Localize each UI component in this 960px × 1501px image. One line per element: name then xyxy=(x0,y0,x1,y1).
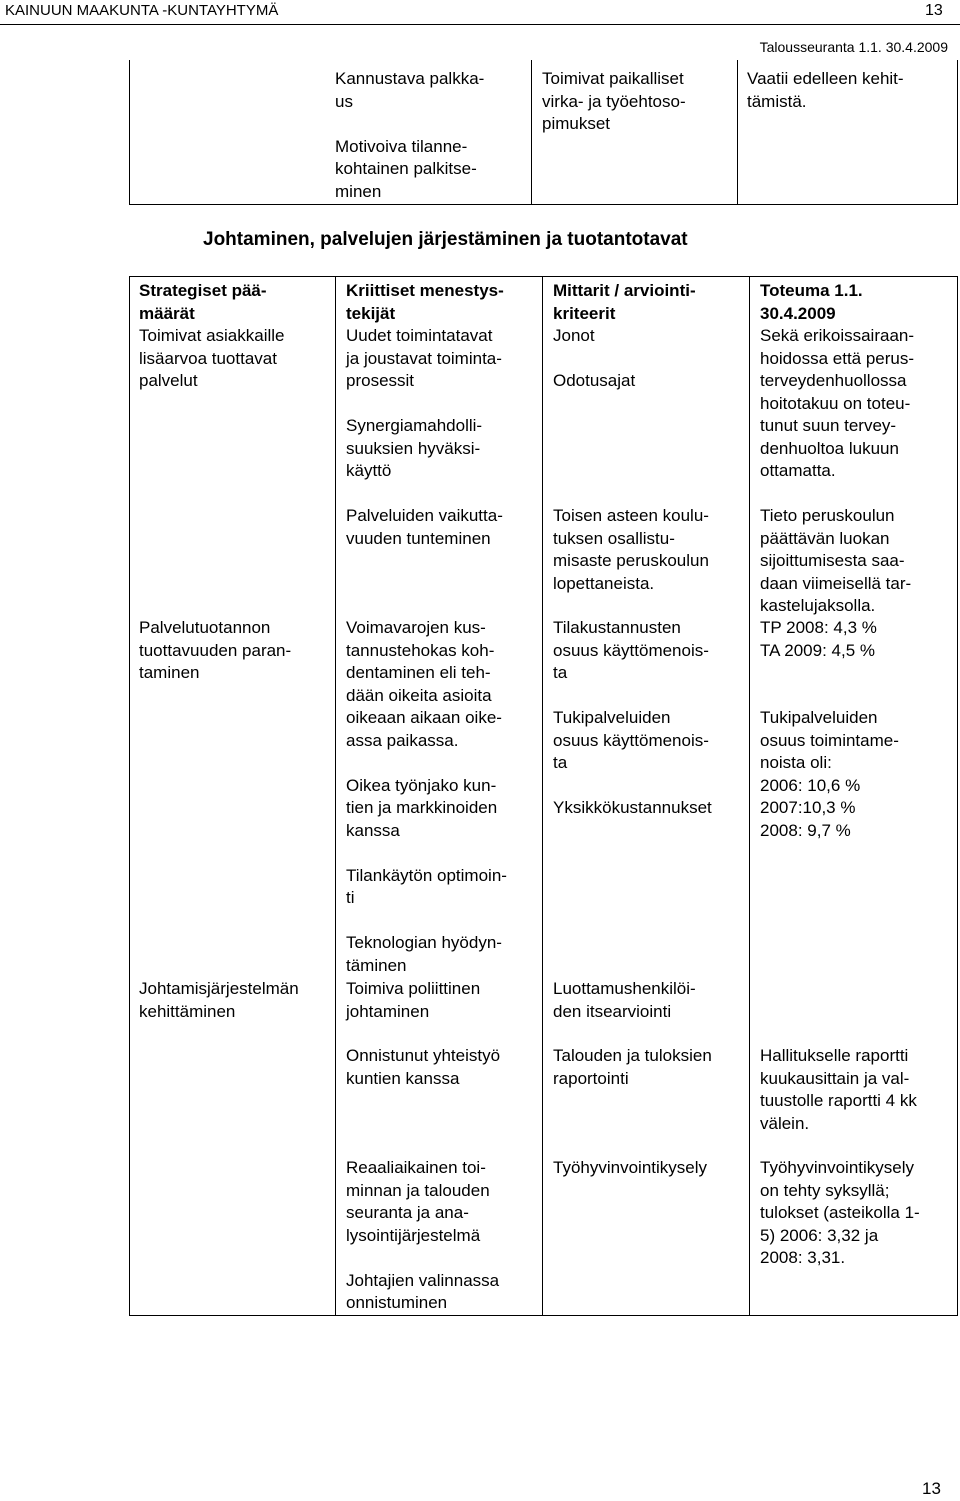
cell-line: Toteuma 1.1. xyxy=(760,281,863,300)
cell-line: kriteerit xyxy=(553,303,616,323)
main-table-border-right xyxy=(957,276,958,1315)
cell-line: Luottamushenkilöi- xyxy=(553,979,696,998)
top-table-border-c1 xyxy=(531,60,532,204)
cell-line: Vaatii edelleen kehit- xyxy=(747,69,904,88)
cell-line: osuus käyttömenois- xyxy=(553,730,709,750)
cell-line: Synergiamahdolli- xyxy=(346,416,483,435)
cell-line: Sekä erikoissairaan- xyxy=(760,326,915,345)
header-divider xyxy=(0,24,960,25)
cell-line: Tieto peruskoulun xyxy=(760,506,895,525)
cell-line: Kannustava palkka- xyxy=(335,69,485,88)
cell-line: kanssa xyxy=(346,820,400,840)
cell-line: 2008: 3,31. xyxy=(760,1248,846,1267)
cell-line xyxy=(553,685,712,708)
cell-line: Reaaliaikainen toi- xyxy=(346,1158,486,1177)
cell-line: dään oikeita asioita xyxy=(346,685,492,705)
cell-line: ta xyxy=(553,753,568,772)
cell-line: Palvelutuotannon xyxy=(139,618,271,637)
cell-line: lysointijärjestelmä xyxy=(346,1225,481,1245)
row5-success-factors xyxy=(346,1045,500,1090)
row3-success-factors xyxy=(346,617,507,977)
section-title: Johtaminen, palvelujen järjestäminen ja tuotantotavat xyxy=(203,229,688,250)
row1-metrics xyxy=(553,325,635,393)
cell-line: oikeaan aikaan oike- xyxy=(346,708,502,727)
cell-line: Tukipalveluiden xyxy=(553,708,671,727)
cell-line: tekijät xyxy=(346,303,396,323)
cell-line: Onnistunut yhteistyö xyxy=(346,1046,501,1065)
row4-success-factors xyxy=(346,978,480,1023)
cell-line: tien ja markkinoiden xyxy=(346,798,498,817)
row5-actual xyxy=(760,1045,917,1135)
cell-line: Oikea työnjako kun- xyxy=(346,775,497,795)
cell-line: osuus toimintame- xyxy=(760,730,899,750)
table-header-actual xyxy=(760,280,863,325)
cell-line xyxy=(553,775,712,798)
header-organization: KAINUUN MAAKUNTA -KUNTAYHTYMÄ xyxy=(5,2,279,19)
row3-actual xyxy=(760,617,899,842)
cell-line: Tilakustannusten xyxy=(553,618,681,637)
cell-line: Tukipalveluiden xyxy=(760,708,878,727)
main-table-border-c2 xyxy=(542,276,543,1315)
cell-line: lopettaneista. xyxy=(553,573,655,593)
cell-line: daan viimeisellä tar- xyxy=(760,573,912,593)
top-table-border-c2 xyxy=(737,60,738,204)
cell-line: tannustehokas koh- xyxy=(346,640,495,660)
row6-actual xyxy=(760,1157,920,1270)
cell-line: 30.4.2009 xyxy=(760,303,836,323)
cell-line: onnistuminen xyxy=(346,1293,448,1312)
cell-line: virka- ja työehtoso- xyxy=(542,91,686,111)
cell-line: Toisen asteen koulu- xyxy=(553,506,709,525)
cell-line: den itsearviointi xyxy=(553,1001,672,1021)
cell-line: hoidossa että perus- xyxy=(760,348,915,368)
table-header-goals xyxy=(139,280,267,325)
cell-line xyxy=(760,662,899,685)
table-header-metrics xyxy=(553,280,696,325)
cell-line: Hallitukselle raportti xyxy=(760,1046,909,1065)
cell-line: 2008: 9,7 % xyxy=(760,820,851,840)
cell-line: suuksien hyväksi- xyxy=(346,438,481,458)
cell-line xyxy=(346,393,502,416)
footer-page-number: 13 xyxy=(922,1479,941,1498)
cell-line: Toimivat paikalliset xyxy=(542,69,684,88)
cell-line: välein. xyxy=(760,1113,810,1133)
cell-line: vuuden tunteminen xyxy=(346,528,491,548)
cell-line: Jonot xyxy=(553,326,595,345)
cell-line: osuus käyttömenois- xyxy=(553,640,709,660)
row1-success-factors xyxy=(346,325,502,483)
cell-line: Motivoiva tilanne- xyxy=(335,136,468,156)
cell-line: Odotusajat xyxy=(553,371,636,390)
cell-line: Talouden ja tuloksien xyxy=(553,1046,712,1065)
row4-metrics xyxy=(553,978,696,1023)
main-table-border-left xyxy=(129,276,130,1315)
cell-line: tuottavuuden paran- xyxy=(139,640,292,660)
cell-line: Tilankäytön optimoin- xyxy=(346,865,507,885)
cell-line xyxy=(553,348,635,371)
cell-line: kastelujaksolla. xyxy=(760,596,876,615)
cell-line: Strategiset pää- xyxy=(139,281,267,300)
top-table-border-left xyxy=(129,60,130,204)
cell-line: Mittarit / arviointi- xyxy=(553,281,696,300)
row2-metrics xyxy=(553,505,709,595)
cell-line: Uudet toimintatavat xyxy=(346,326,493,345)
cell-line: assa paikassa. xyxy=(346,730,459,750)
cell-line xyxy=(346,1247,499,1270)
top-table-border-right xyxy=(957,60,958,204)
cell-line: misaste peruskoulun xyxy=(553,551,709,570)
cell-line xyxy=(346,910,507,933)
row3-metrics xyxy=(553,617,712,820)
cell-line: käyttö xyxy=(346,461,392,480)
cell-line: määrät xyxy=(139,303,195,323)
cell-line xyxy=(335,113,484,136)
cell-line: raportointi xyxy=(553,1068,629,1088)
cell-line: denhuoltoa lukuun xyxy=(760,438,899,458)
cell-line: on tehty syksyllä; xyxy=(760,1180,890,1200)
top-table-border-bottom xyxy=(129,204,958,205)
cell-line: kohtainen palkitse- xyxy=(335,159,477,178)
row6-success-factors xyxy=(346,1157,499,1315)
cell-line: sijoittumisesta saa- xyxy=(760,551,905,570)
cell-line: TA 2009: 4,5 % xyxy=(760,640,875,660)
cell-line: Johtajien valinnassa xyxy=(346,1270,500,1290)
cell-line: ta xyxy=(553,663,568,682)
main-table-border-c3 xyxy=(749,276,750,1315)
cell-line: Toimiva poliittinen xyxy=(346,979,481,998)
main-table-border-bottom xyxy=(129,1315,958,1316)
cell-line: 5) 2006: 3,32 ja xyxy=(760,1225,879,1245)
cell-line xyxy=(760,685,899,708)
table-header-success-factors xyxy=(346,280,504,325)
cell-line: 2006: 10,6 % xyxy=(760,775,861,795)
cell-line: seuranta ja ana- xyxy=(346,1203,469,1222)
cell-line: tunut suun tervey- xyxy=(760,416,897,435)
header-page-number: 13 xyxy=(925,2,943,19)
top-table-col1 xyxy=(335,68,484,203)
cell-line: Kriittiset menestys- xyxy=(346,281,504,300)
cell-line xyxy=(346,752,507,775)
cell-line xyxy=(346,842,507,865)
row6-metrics xyxy=(553,1157,707,1180)
cell-line: taminen xyxy=(139,663,200,682)
cell-line: Johtamisjärjestelmän xyxy=(139,979,299,998)
header-subtitle: Talousseuranta 1.1. 30.4.2009 xyxy=(759,39,948,55)
cell-line: Työhyvinvointikysely xyxy=(760,1158,915,1177)
cell-line: terveydenhuollossa xyxy=(760,371,907,390)
main-table-border-top xyxy=(129,276,958,277)
row3-goal xyxy=(139,617,291,685)
cell-line: kuntien kanssa xyxy=(346,1068,460,1088)
cell-line: tämistä. xyxy=(747,91,807,111)
cell-line: Teknologian hyödyn- xyxy=(346,933,502,952)
main-table-border-c1 xyxy=(335,276,336,1315)
cell-line: TP 2008: 4,3 % xyxy=(760,618,877,637)
row2-actual xyxy=(760,505,911,618)
cell-line: ottamatta. xyxy=(760,461,836,480)
cell-line: Toimivat asiakkaille xyxy=(139,326,285,345)
top-table-col2 xyxy=(542,68,686,136)
cell-line: Voimavarojen kus- xyxy=(346,618,486,637)
row1-goal xyxy=(139,325,285,393)
cell-line: dentaminen eli teh- xyxy=(346,663,491,682)
cell-line: tuustolle raportti 4 kk xyxy=(760,1091,917,1110)
cell-line: us xyxy=(335,91,353,111)
cell-line: ja joustavat toiminta- xyxy=(346,348,502,368)
cell-line: minnan ja talouden xyxy=(346,1180,490,1200)
cell-line: Yksikkökustannukset xyxy=(553,798,712,817)
cell-line: kuukausittain ja val- xyxy=(760,1068,910,1088)
cell-line: tuksen osallistu- xyxy=(553,528,675,548)
cell-line: palvelut xyxy=(139,371,198,390)
top-table-col3 xyxy=(747,68,904,113)
cell-line: päättävän luokan xyxy=(760,528,890,548)
cell-line: Työhyvinvointikysely xyxy=(553,1158,708,1177)
cell-line: hoitotakuu on toteu- xyxy=(760,393,911,413)
cell-line: täminen xyxy=(346,955,407,975)
cell-line: pimukset xyxy=(542,114,611,133)
cell-line: 2007:10,3 % xyxy=(760,798,856,817)
cell-line: johtaminen xyxy=(346,1001,430,1021)
row1-actual xyxy=(760,325,914,483)
cell-line: tulokset (asteikolla 1- xyxy=(760,1203,920,1222)
row2-success-factors xyxy=(346,505,503,550)
cell-line: kehittäminen xyxy=(139,1001,236,1021)
row4-goal xyxy=(139,978,299,1023)
cell-line: noista oli: xyxy=(760,753,832,772)
cell-line: lisäarvoa tuottavat xyxy=(139,348,277,368)
cell-line: minen xyxy=(335,181,382,201)
cell-line: ti xyxy=(346,888,355,907)
row5-metrics xyxy=(553,1045,712,1090)
cell-line: prosessit xyxy=(346,371,415,390)
cell-line: Palveluiden vaikutta- xyxy=(346,506,503,525)
